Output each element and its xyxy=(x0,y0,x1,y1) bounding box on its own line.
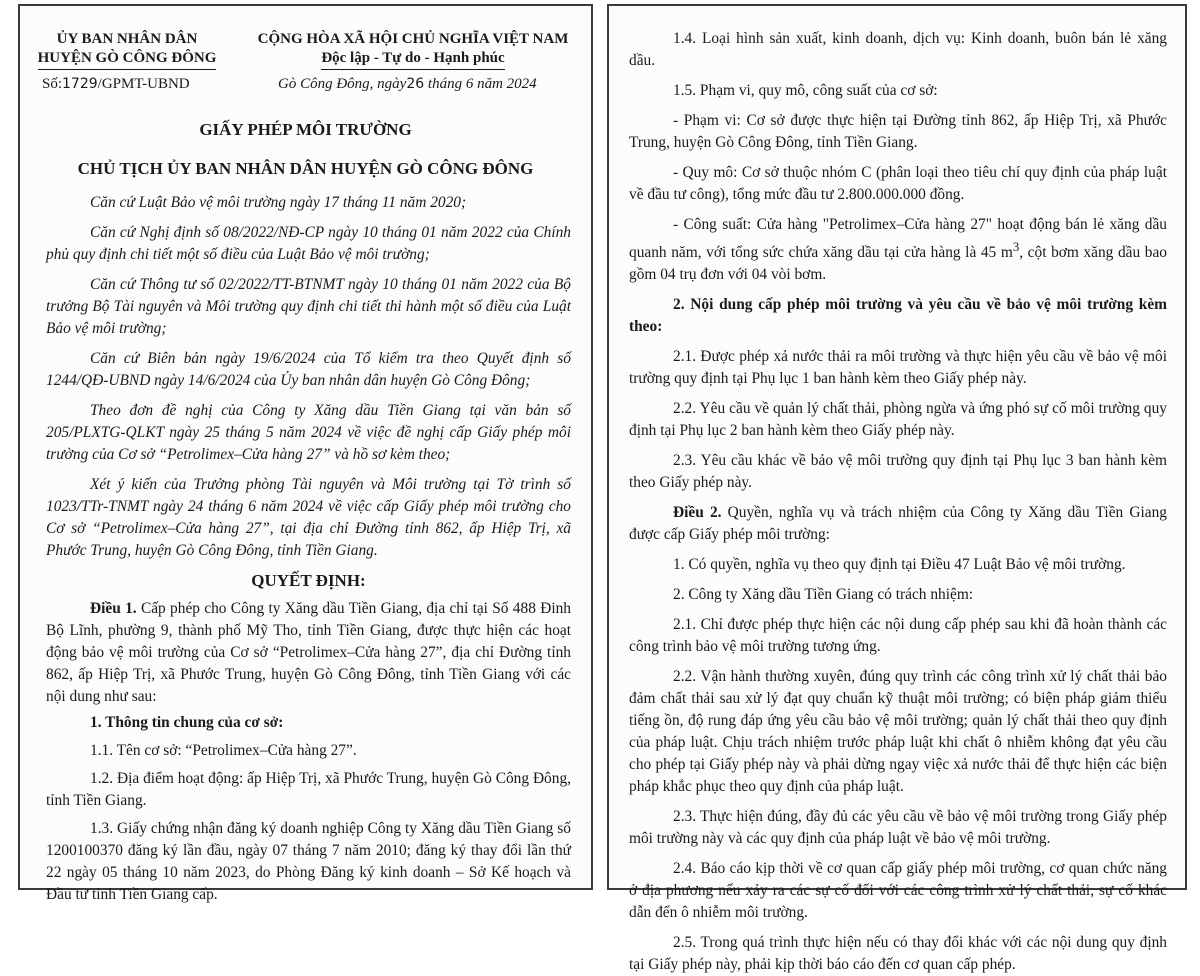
recital: Căn cứ Thông tư số 02/2022/TT-BTNMT ngày 10 tháng 01 năm 2022 của Bộ trưởng Bộ Tài nguyên và Môi trường quy định chi tiết thi hành một số điều của Luật Bảo vệ môi trường; xyxy=(46,276,571,337)
article-2-item-2-4: 2.4. Báo cáo kịp thời về cơ quan cấp giấy phép môi trường, cơ quan chức năng ở địa phương nếu xảy ra các sự cố đối với các công trình xử lý chất thải, sự cố khác dẫn đến ô nhiễm môi trường. xyxy=(629,860,1167,922)
agency-line-2: HUYỆN GÒ CÔNG ĐÔNG xyxy=(38,49,217,70)
article-2-item-2-3: 2.3. Thực hiện đúng, đầy đủ các yêu cầu về bảo vệ môi trường trong Giấy phép môi trường này và các quy định của pháp luật về bảo vệ môi trường. xyxy=(629,808,1167,848)
agency-line-1: ỦY BAN NHÂN DÂN xyxy=(56,31,198,47)
recitals xyxy=(46,192,571,906)
national-title xyxy=(238,30,588,70)
recital: Căn cứ Biên bản ngày 19/6/2024 của Tổ kiểm tra theo Quyết định số 1244/QĐ-UBND ngày 14/6/2024 của Ủy ban nhân dân huyện Gò Công Đông; xyxy=(46,350,571,389)
nation-motto: Độc lập - Tự do - Hạnh phúc xyxy=(321,49,504,70)
article-2-item-1: 1. Có quyền, nghĩa vụ theo quy định tại Điều 47 Luật Bảo vệ môi trường. xyxy=(673,556,1126,574)
document-page-2 xyxy=(607,4,1187,974)
recital: Căn cứ Luật Bảo vệ môi trường ngày 17 tháng 11 năm 2020; xyxy=(90,194,467,211)
article-2: Điều 2. Quyền, nghĩa vụ và trách nhiệm của Công ty Xăng dầu Tiền Giang được cấp Giấy phép môi trường: xyxy=(629,504,1167,544)
item-2-1: 2.1. Được phép xả nước thải ra môi trường và thực hiện yêu cầu về bảo vệ môi trường quy định tại Phụ lục 1 ban hành kèm theo Giấy phép này. xyxy=(629,348,1167,388)
article-2-item-2-2: 2.2. Vận hành thường xuyên, đúng quy trình các công trình xử lý chất thải bảo đảm chất thải sau xử lý đạt quy chuẩn kỹ thuật môi trường; có biện pháp giảm thiểu tiếng ồn, độ rung đáp ứng yêu cầu bảo vệ môi trường; quản lý chất thải theo quy định của pháp luật. Chịu trách nhiệm trước pháp luật khi chất ô nhiễm không đạt yêu cầu cho phép tại Giấy phép này và phải dừng ngay việc xả nước thải để thực hiện các biện pháp khắc phục theo quy định của pháp luật. xyxy=(629,668,1167,796)
scope: - Phạm vi: Cơ sở được thực hiện tại Đường tỉnh 862, ấp Hiệp Trị, xã Phước Trung, huyện Gò Công Đông, tỉnh Tiền Giang. xyxy=(629,112,1167,151)
capacity: - Công suất: Cửa hàng "Petrolimex–Cửa hàng 27" hoạt động bán lẻ xăng dầu quanh năm, với tổng sức chứa xăng dầu tại cửa hàng là 45 $m^3$, cột bơm xăng dầu bao gồm 04 trụ đơn với 04 vòi bơm. xyxy=(629,216,1167,284)
article-2-item-2-5: 2.5. Trong quá trình thực hiện nếu có thay đổi khác với các nội dung quy định tại Giấy phép này, phải kịp thời báo cáo đến cơ quan cấp phép. xyxy=(629,934,1167,974)
document-page-1 xyxy=(18,4,593,903)
document-number: Số:1729/GPMT-UBND xyxy=(42,76,190,92)
issuer-title: CHỦ TỊCH ỦY BAN NHÂN DÂN HUYỆN GÒ CÔNG ĐÔNG xyxy=(77,159,534,178)
section-2-heading: 2. Nội dung cấp phép môi trường và yêu cầu về bảo vệ môi trường kèm theo: xyxy=(629,296,1167,336)
recital: Xét ý kiến của Trưởng phòng Tài nguyên và Môi trường tại Tờ trình số 1023/TTr-TNMT ngày 24 tháng 6 năm 2024 về việc cấp Giấy phép môi trường cho Cơ sở “Petrolimex–Cửa hàng 27”, tại địa chỉ Đường tỉnh 862, ấp Hiệp Trị, xã Phước Trung, huyện Gò Công Đông, tỉnh Tiền Giang. xyxy=(46,476,571,559)
issuing-agency xyxy=(32,30,222,70)
article-2-item-2-1: 2.1. Chỉ được phép thực hiện các nội dung cấp phép sau khi đã hoàn thành các công trình bảo vệ môi trường tương ứng. xyxy=(629,616,1167,656)
document-date: Gò Công Đông, ngày26 tháng 6 năm 2024 xyxy=(278,76,537,92)
item-1-5: 1.5. Phạm vi, quy mô, công suất của cơ sở: xyxy=(673,82,938,99)
recital: Theo đơn đề nghị của Công ty Xăng dầu Tiền Giang tại văn bản số 205/PLXTG-QLKT ngày 25 tháng 5 năm 2024 về việc đề nghị cấp Giấy phép môi trường của Cơ sở “Petrolimex–Cửa hàng 27” và hồ sơ kèm theo; xyxy=(46,402,571,463)
item-2-3: 2.3. Yêu cầu khác về bảo vệ môi trường quy định tại Phụ lục 3 ban hành kèm theo Giấy phép này. xyxy=(629,452,1167,492)
article-2-item-2: 2. Công ty Xăng dầu Tiền Giang có trách nhiệm: xyxy=(673,586,974,604)
size: - Quy mô: Cơ sở thuộc nhóm C (phân loại theo tiêu chí quy định của pháp luật về đầu tư công), tổng mức đầu tư 2.800.000.000 đồng. xyxy=(629,164,1167,203)
handwritten-number: 1729 xyxy=(62,76,98,92)
nation-line-1: CỘNG HÒA XÃ HỘI CHỦ NGHĨA VIỆT NAM xyxy=(257,31,569,47)
recital: Căn cứ Nghị định số 08/2022/NĐ-CP ngày 10 tháng 01 năm 2022 của Chính phủ quy định chi tiết một số điều của Luật Bảo vệ môi trường; xyxy=(46,224,571,263)
item-2-2: 2.2. Yêu cầu về quản lý chất thải, phòng ngừa và ứng phó sự cố môi trường quy định tại Phụ lục 2 ban hành kèm theo Giấy phép này. xyxy=(629,400,1167,440)
section-1-heading: 1. Thông tin chung của cơ sở: xyxy=(90,714,284,731)
document-title: GIẤY PHÉP MÔI TRƯỜNG xyxy=(199,120,412,139)
article-1: Điều 1. Cấp phép cho Công ty Xăng dầu Tiền Giang, địa chỉ tại Số 488 Đinh Bộ Lĩnh, phường 9, thành phố Mỹ Tho, tỉnh Tiền Giang, được thực hiện các hoạt động bảo vệ môi trường của Cơ sở “Petrolimex–Cửa hàng 27”, địa chỉ Đường tỉnh 862, ấp Hiệp Trị, xã Phước Trung, huyện Gò Công Đông, tỉnh Tiền Giang với các nội dung như sau: xyxy=(46,600,571,705)
section-1-item: 1.3. Giấy chứng nhận đăng ký doanh nghiệp Công ty Xăng dầu Tiền Giang số 1200100370 đăng ký lần đầu, ngày 07 tháng 7 năm 2010; đăng ký thay đổi lần thứ 22 ngày 05 tháng 10 năm 2023, do Phòng Đăng ký kinh doanh – Sở Kế hoạch và Đầu tư tỉnh Tiền Giang cấp. xyxy=(46,820,571,903)
section-1-item: 1.2. Địa điểm hoạt động: ấp Hiệp Trị, xã Phước Trung, huyện Gò Công Đông, tỉnh Tiền Giang. xyxy=(46,770,571,809)
decision-heading: QUYẾT ĐỊNH: xyxy=(251,571,366,590)
handwritten-day: 26 xyxy=(406,76,425,92)
section-1-item: 1.1. Tên cơ sở: “Petrolimex–Cửa hàng 27”. xyxy=(90,742,357,759)
page-2-body xyxy=(629,28,1167,976)
item-1-4: 1.4. Loại hình sản xuất, kinh doanh, dịch vụ: Kinh doanh, buôn bán lẻ xăng dầu. xyxy=(629,30,1167,69)
